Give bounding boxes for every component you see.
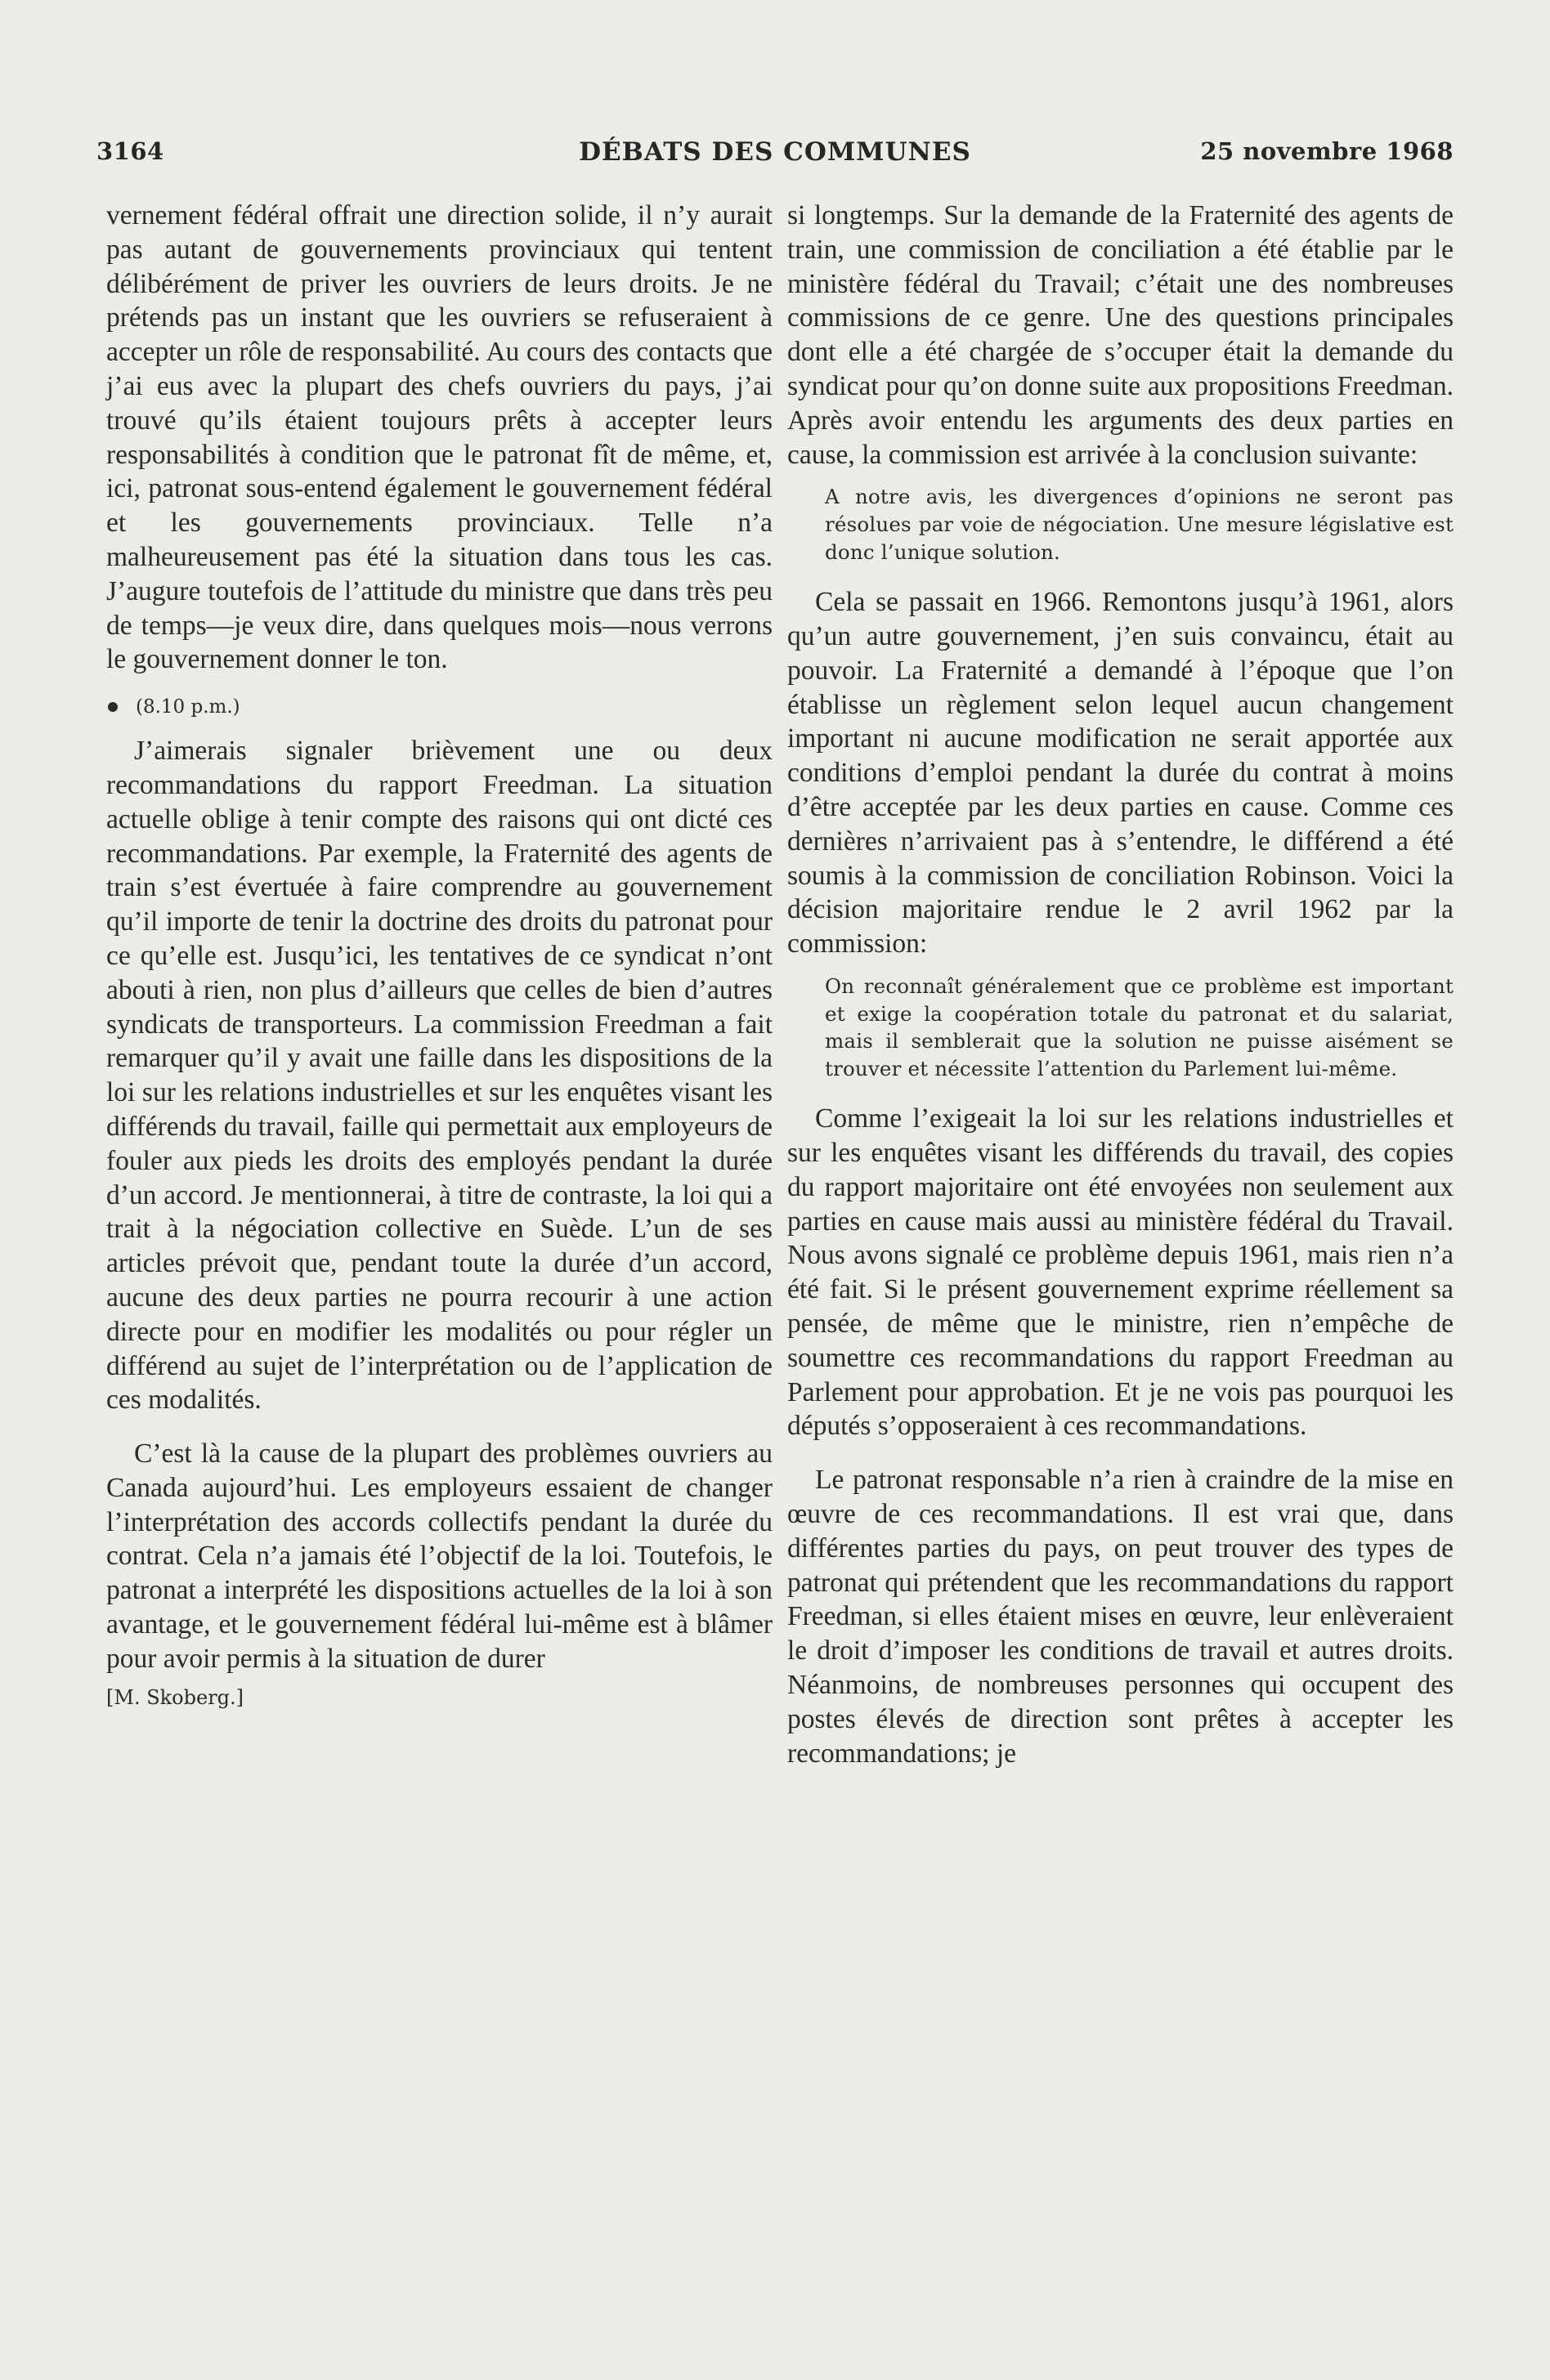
paragraph: Comme l’exigeait la loi sur les relations industrielles et sur les enquêtes visant les différends du travail, des copies du rapport majoritaire ont été envoyées non seulement aux parties en cause mais aussi au ministère fédéral du Travail. Nous avons signalé ce problème depuis 1961, mais rien n’a été fait. Si le présent gouvernement exprime réellement sa pensée, de même que le ministre, rien n’empêche de soumettre ces recommandations du rapport Freedman au Parlement pour approbation. Et je ne vois pas pourquoi les députés s’opposeraient à ces recommandations. — [787, 1103, 1454, 1442]
left-column — [106, 199, 773, 1709]
bullet-icon — [108, 702, 118, 712]
journal-title: DÉBATS DES COMMUNES — [579, 137, 971, 167]
page-number: 3164 — [96, 137, 164, 165]
page-header — [96, 137, 1454, 173]
paragraph: J’aimerais signaler brièvement une ou deux recommandations du rapport Freedman. La situation actuelle oblige à tenir compte des raisons qui ont dicté ces recommandations. Par exemple, la Fraternité des agents de train s’est évertuée à faire comprendre au gouvernement qu’il importe de tenir la doctrine des droits du patronat pour ce qu’elle est. Jusqu’ici, les tentatives de ce syndicat n’ont abouti à rien, non plus d’ailleurs que celles de bien d’autres syndicats de transporteurs. La commission Freedman a fait remarquer qu’il y avait une faille dans les dispositions de la loi sur les relations industrielles et sur les enquêtes visant les différends du travail, faille qui permettait aux employeurs de fouler aux pieds les droits des employés pendant la durée d’un accord. Je mentionnerai, à titre de contraste, la loi qui a trait à la négociation collective en Suède. L’un de ses articles prévoit que, pendant toute la durée d’un accord, aucune des deux parties ne pourra recourir à une action directe pour en modifier les modalités ou pour régler un différend au sujet de l’interprétation ou de l’application de ces modalités. — [106, 736, 773, 1416]
block-quote: A notre avis, les divergences d’opinions ne seront pas résolues par voie de négociation. Une mesure législative est donc l’unique solution. — [825, 485, 1454, 564]
speaker-attribution: [M. Skoberg.] — [106, 1685, 244, 1709]
paragraph: Le patronat responsable n’a rien à craindre de la mise en œuvre de ces recommandations. Il est vrai que, dans différentes parties du pays, on peut trouver des types de patronat qui prétendent que les recommandations du rapport Freedman, si elles étaient mises en œuvre, leur enlèveraient le droit d’imposer les conditions de travail et autres droits. Néanmoins, de nombreuses personnes qui occupent des postes élevés de direction sont prêtes à accepter les recommandations; je — [787, 1465, 1454, 1769]
header-date: 25 novembre 1968 — [1200, 137, 1454, 165]
block-quote: On reconnaît généralement que ce problème est important et exige la coopération totale du patronat et du salariat, mais il semblerait que la solution ne puisse aisément se trouver et nécessite l’attention du Parlement lui-même. — [825, 973, 1454, 1080]
time-marker-text: (8.10 p.m.) — [136, 696, 240, 718]
paragraph: C’est là la cause de la plupart des problèmes ouvriers au Canada aujourd’hui. Les employeurs essaient de changer l’interprétation des accords collectifs pendant la durée du contrat. Cela n’a jamais été l’objectif de la loi. Toutefois, le patronat a interprété les dispositions actuelles de la loi à son avantage, et le gouvernement fédéral lui-même est à blâmer pour avoir permis à la situation de durer — [106, 1438, 773, 1674]
paragraph: vernement fédéral offrait une direction solide, il n’y aurait pas autant de gouvernements provinciaux qui tentent délibérément de priver les ouvriers de leurs droits. Je ne prétends pas un instant que les ouvriers se refuseraient à accepter un rôle de responsabilité. Au cours des contacts que j’ai eus avec la plupart des chefs ouvriers du pays, j’ai trouvé qu’ils étaient toujours prêts à accepter leurs responsabilités à condition que le patronat fît de même, et, ici, patronat sous-entend également le gouvernement fédéral et les gouvernements provinciaux. Telle n’a malheureusement pas été la situation dans tous les cas. J’augure toutefois de l’attitude du ministre que dans très peu de temps—je veux dire, dans quelques mois—nous verrons le gouvernement donner le ton. — [106, 200, 773, 675]
paragraph: si longtemps. Sur la demande de la Fraternité des agents de train, une commission de conciliation a été établie par le ministère fédéral du Travail; c’était une des nombreuses commissions de ce genre. Une des questions principales dont elle a été chargée de s’occuper était la demande du syndicat pour qu’on donne suite aux propositions Freedman. Après avoir entendu les arguments des deux parties en cause, la commission est arrivée à la conclusion suivante: — [787, 200, 1454, 470]
paragraph: Cela se passait en 1966. Remontons jusqu’à 1961, alors qu’un autre gouvernement, j’en suis convaincu, était au pouvoir. La Fraternité a demandé à l’époque que l’on établisse un règlement selon lequel aucun changement important ni aucune modification ne serait apportée aux conditions d’emploi pendant la durée du contrat à moins d’être acceptée par les deux parties en cause. Comme ces dernières n’arrivaient pas à s’entendre, le différend a été soumis à la commission de conciliation Robinson. Voici la décision majoritaire rendue le 2 avril 1962 par la commission: — [787, 587, 1454, 960]
time-marker — [106, 693, 773, 721]
right-column — [787, 199, 1454, 1770]
